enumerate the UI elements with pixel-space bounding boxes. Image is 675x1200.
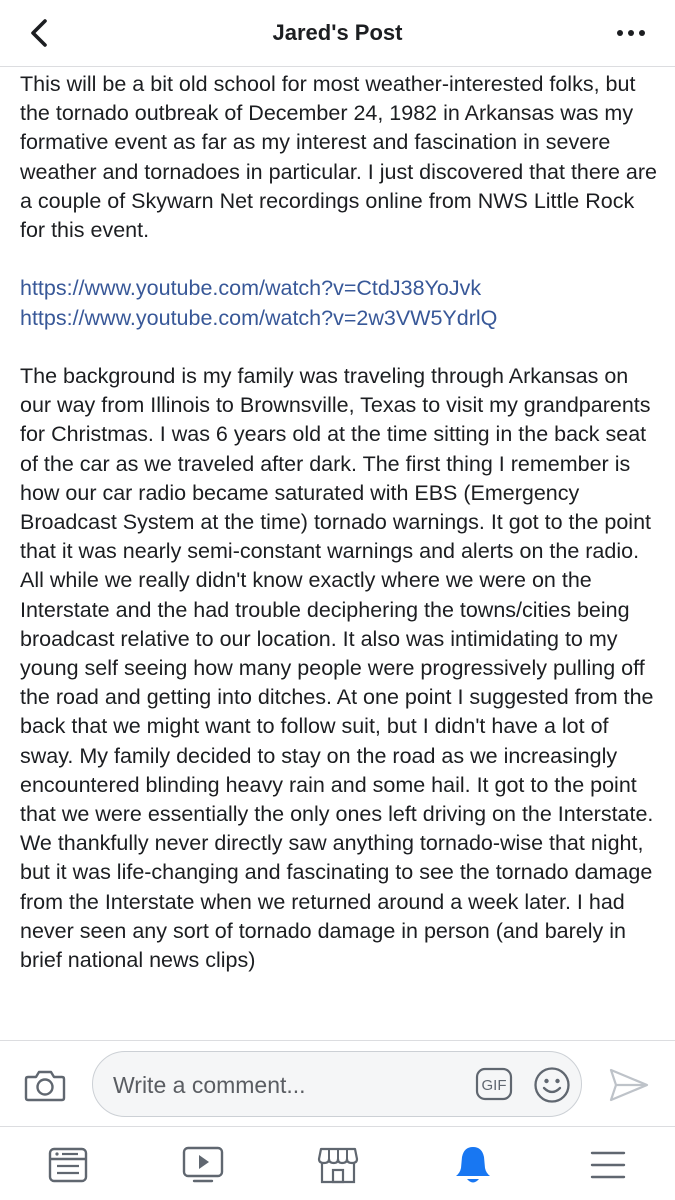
news-feed-icon bbox=[48, 1147, 88, 1183]
tab-menu[interactable] bbox=[586, 1143, 630, 1187]
post-paragraph: This will be a bit old school for most weather-interested folks, but the tornado outbreak of December 24, 1982 in Arkansas was my formative event as far as my interest and fascination in severe weather and tornadoes in particular. I just discovered that there are a couple of Skywarn Net recordings online from NWS Little Rock for this event. bbox=[20, 72, 658, 243]
page-title: Jared's Post bbox=[272, 20, 403, 45]
watch-video-icon bbox=[182, 1146, 224, 1184]
comment-bar bbox=[0, 1040, 675, 1127]
more-options-button[interactable] bbox=[611, 18, 651, 48]
marketplace-icon bbox=[317, 1145, 359, 1185]
youtube-link[interactable]: https://www.youtube.com/watch?v=2w3VW5YdrlQ bbox=[20, 305, 498, 330]
top-bar bbox=[0, 0, 675, 67]
more-dots-icon bbox=[616, 29, 646, 37]
post-paragraph: The background is my family was traveling through Arkansas on our way from Illinois to Brownsville, Texas to visit my grandparents for Christmas. I was 6 years old at the time sitting in the back seat of the car as we traveled after dark. The first thing I remember is how our car radio became saturated with EBS (Emergency Broadcast System at the time) tornado warnings. It got to the point that it was nearly semi-constant warnings and alerts on the radio. All while we really didn't know exactly where we were on the Interstate and the had trouble deciphering the towns/cities being broadcast relative to our location. It also was intimidating to my young self seeing how many people were progressively pulling off the road and getting into ditches. At one point I suggested from the back that we might want to follow suit, but I didn't have a lot of sway. My family decided to stay on the road as we increasingly encountered blinding heavy rain and some hail. It got to the point that we were essentially the only ones left driving on the Interstate. We thankfully never directly saw anything tornado-wise that night, but it was life-changing and fascinating to see the tornado damage from the Interstate when we returned around a week later. I had never seen any sort of tornado damage in person (and barely in brief national news clips) bbox=[20, 364, 654, 973]
tab-notifications[interactable] bbox=[451, 1143, 495, 1187]
gif-icon bbox=[475, 1067, 513, 1101]
emoji-icon bbox=[533, 1066, 571, 1104]
bottom-tab-bar bbox=[0, 1126, 675, 1200]
tab-marketplace[interactable] bbox=[316, 1143, 360, 1187]
send-button[interactable] bbox=[608, 1067, 650, 1103]
youtube-link[interactable]: https://www.youtube.com/watch?v=CtdJ38YoJvk bbox=[20, 276, 482, 301]
camera-icon bbox=[24, 1067, 66, 1103]
tab-news-feed[interactable] bbox=[46, 1143, 90, 1187]
tab-watch[interactable] bbox=[181, 1143, 225, 1187]
send-icon bbox=[608, 1067, 650, 1103]
menu-icon bbox=[589, 1149, 627, 1181]
svg-text:GIF: GIF bbox=[481, 1077, 507, 1094]
emoji-button[interactable] bbox=[533, 1066, 571, 1104]
notifications-bell-icon bbox=[453, 1144, 493, 1186]
comment-field[interactable] bbox=[92, 1051, 582, 1117]
gif-button[interactable] bbox=[475, 1067, 513, 1101]
comment-input[interactable] bbox=[111, 1066, 465, 1104]
camera-button[interactable] bbox=[24, 1067, 66, 1103]
post-content bbox=[20, 70, 660, 1038]
